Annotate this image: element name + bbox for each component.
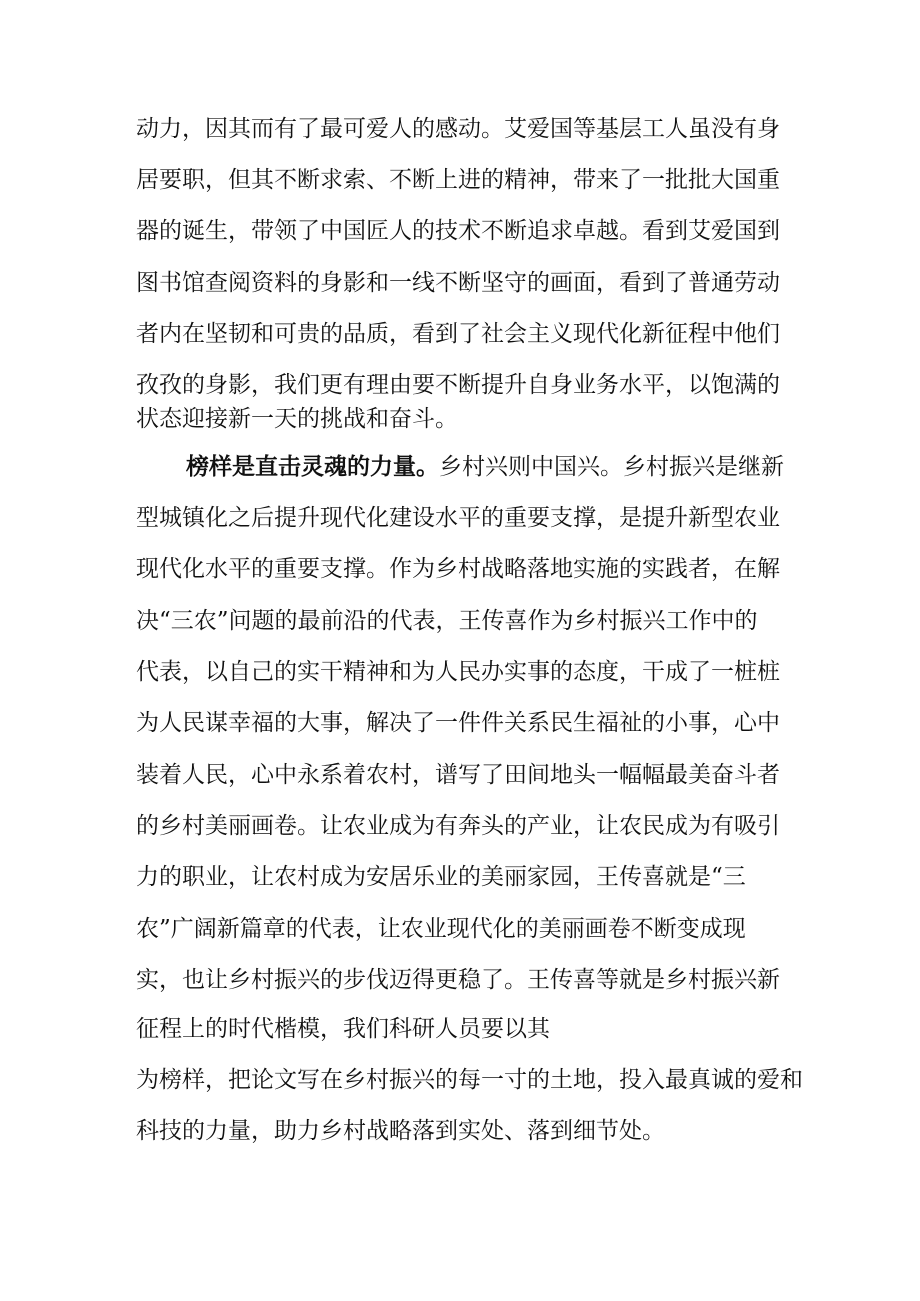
paragraph-line: 力的职业，让农村成为安居乐业的美丽家园，王传喜就是“三 xyxy=(136,864,746,890)
paragraph-line: 的乡村美丽画卷。让农业成为有奔头的产业，让农民成为有吸引 xyxy=(136,813,780,839)
paragraph-line: 图书馆查阅资料的身影和一线不断坚守的画面，看到了普通劳动 xyxy=(136,270,780,296)
paragraph-line: 科技的力量，助力乡村战略落到实处、落到细节处。 xyxy=(136,1118,665,1144)
paragraph-line: 者内在坚韧和可贵的品质，看到了社会主义现代化新征程中他们 xyxy=(136,321,780,347)
paragraph-line: 农”广阔新篇章的代表，让农业现代化的美丽画卷不断变成现 xyxy=(136,916,746,942)
paragraph-line: 决“三农”问题的最前沿的代表，王传喜作为乡村振兴工作中的 xyxy=(136,608,758,634)
paragraph-line: 器的诞生，带领了中国匠人的技术不断追求卓越。看到艾爱国到 xyxy=(136,218,780,244)
paragraph-line: 现代化水平的重要支撑。作为乡村战略落地实施的实践者，在解 xyxy=(136,556,780,582)
paragraph-line: 居要职，但其不断求索、不断上进的精神，带来了一批批大国重 xyxy=(136,167,780,193)
paragraph-line: 为榜样，把论文写在乡村振兴的每一寸的土地，投入最真诚的爱和 xyxy=(136,1067,803,1093)
paragraph-line: 为人民谋幸福的大事，解决了一件件关系民生福祉的小事，心中 xyxy=(136,710,780,736)
paragraph-line: 征程上的时代楷模，我们科研人员要以其 xyxy=(136,1016,550,1042)
paragraph-first-line xyxy=(186,449,816,485)
section-heading: 榜样是直击灵魂的力量。 xyxy=(186,453,439,480)
paragraph-line: 装着人民，心中永系着农村，谱写了田间地头一幅幅最美奋斗者 xyxy=(136,762,780,788)
paragraph-line-rest: 乡村兴则中国兴。乡村振兴是继新 xyxy=(439,454,784,480)
paragraph-line: 状态迎接新一天的挑战和奋斗。 xyxy=(136,406,458,432)
paragraph-line: 代表，以自己的实干精神和为人民办实事的态度，干成了一桩桩 xyxy=(136,659,780,685)
paragraph-line: 动力，因其而有了最可爱人的感动。艾爱国等基层工人虽没有身 xyxy=(136,116,780,142)
paragraph-line: 孜孜的身影，我们更有理由要不断提升自身业务水平，以饱满的 xyxy=(136,372,780,398)
paragraph-line: 实，也让乡村振兴的步伐迈得更稳了。王传喜等就是乡村振兴新 xyxy=(136,967,780,993)
paragraph-line: 型城镇化之后提升现代化建设水平的重要支撑，是提升新型农业 xyxy=(136,505,780,531)
